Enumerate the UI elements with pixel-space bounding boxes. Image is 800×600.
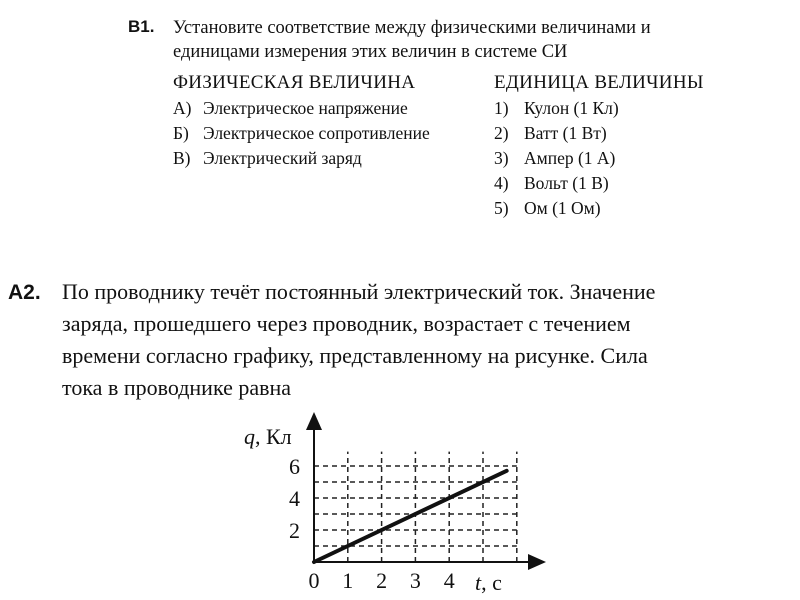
y-tick-label: 2 [289, 518, 300, 543]
x-tick-label: 4 [443, 568, 455, 593]
item-text: Электрическое сопротивление [203, 123, 430, 143]
x-axis-variable: t [475, 570, 482, 595]
question-line: По проводнику течёт постоянный электрический ток. Значение [62, 279, 656, 304]
quantity-column-header: ФИЗИЧЕСКАЯ ВЕЛИЧИНА [173, 72, 416, 93]
item-text: Электрическое напряжение [203, 98, 408, 118]
question-line: тока в проводнике равна [62, 375, 292, 400]
y-tick-label: 4 [289, 486, 300, 511]
item-marker: Б) [173, 123, 189, 143]
y-axis-variable: q [244, 424, 255, 449]
item-marker: 2) [494, 123, 509, 143]
item-text: Кулон (1 Кл) [524, 98, 619, 118]
unit-column-header: ЕДИНИЦА ВЕЛИЧИНЫ [494, 72, 704, 93]
x-tick-label: 0 [308, 568, 320, 593]
item-marker: 3) [494, 148, 509, 168]
series-line-q-of-t [314, 471, 507, 562]
item-marker: А) [173, 98, 192, 118]
x-axis-unit: , с [481, 570, 502, 595]
x-tick-label: 1 [342, 568, 354, 593]
item-marker: 1) [494, 98, 509, 118]
y-tick-label: 6 [289, 454, 300, 479]
item-marker: В) [173, 148, 191, 168]
question-line: единицами измерения этих величин в системе СИ [173, 42, 568, 62]
x-axis-label [475, 570, 502, 595]
task-b1-label: B1. [128, 17, 155, 36]
item-marker: 4) [494, 173, 509, 193]
x-tick-label: 2 [376, 568, 388, 593]
item-marker: 5) [494, 198, 509, 218]
question-line: времени согласно графику, представленному на рисунке. Сила [62, 343, 648, 368]
item-text: Ампер (1 А) [524, 148, 616, 168]
x-tick-label: 3 [409, 568, 421, 593]
item-text: Вольт (1 В) [524, 173, 609, 193]
task-a2-label: A2. [8, 281, 41, 304]
question-line: Установите соответствие между физическими величинами и [173, 18, 651, 38]
y-axis-label [244, 424, 292, 449]
item-text: Ом (1 Ом) [524, 198, 601, 218]
item-text: Ватт (1 Вт) [524, 123, 607, 143]
y-axis-unit: , Кл [255, 424, 292, 449]
question-line: заряда, прошедшего через проводник, возрастает с течением [62, 311, 631, 336]
item-text: Электрический заряд [203, 148, 362, 168]
